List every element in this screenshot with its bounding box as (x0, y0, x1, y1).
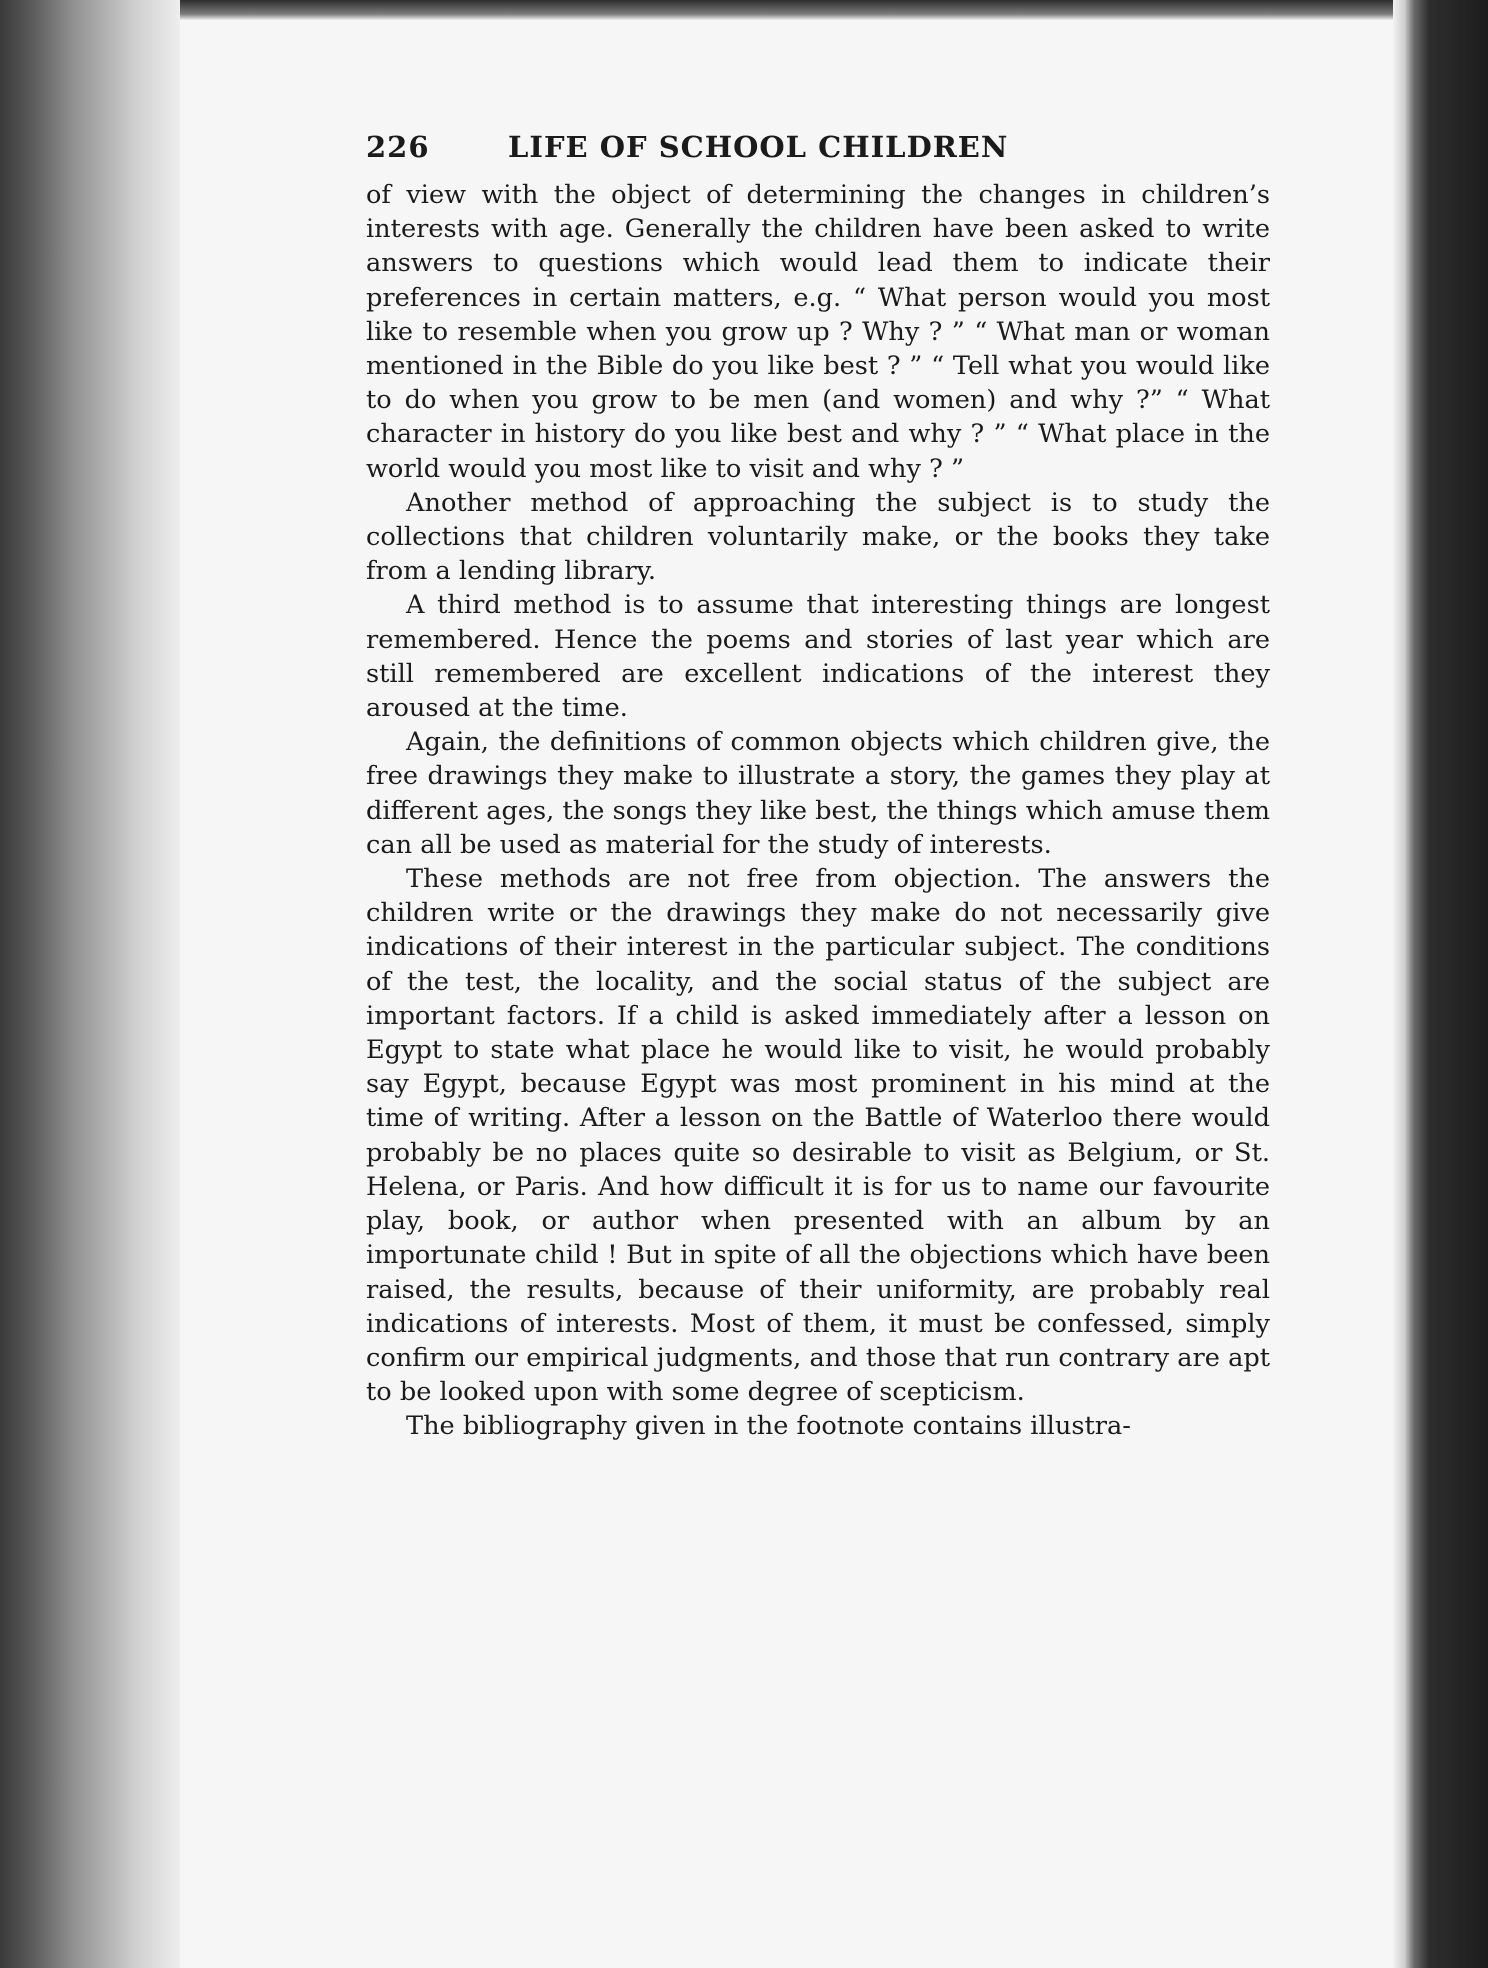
paragraph-4: Again, the definitions of common objects which children give, the free drawings they make to illustrate a story, the games they play at different ages, the songs they like best, the things which amuse them can all be used as material for the study of interests. (366, 727, 1270, 860)
page-title: LIFE OF SCHOOL CHILDREN (508, 130, 1009, 164)
page-stack-left-edge (0, 0, 180, 1968)
text-block (366, 130, 1270, 1444)
running-head (366, 130, 1270, 178)
page-top-shadow (180, 0, 1393, 20)
binding-shadow-right (1393, 0, 1488, 1968)
paragraph-1: of view with the object of determining the changes in children’s interests with age. Generally the children have been asked to write answers to questions which would lead them to indicate their preferences in certain matters, e.g. “ What person would you most like to resemble when you grow up ? Why ? ” “ What man or woman mentioned in the Bible do you like best ? ” “ Tell what you would like to do when you grow to be men (and women) and why ?” “ What character in history do you like best and why ? ” “ What place in the world would you most like to visit and why ? ” (366, 180, 1270, 484)
page-number: 226 (366, 130, 430, 164)
body-text (366, 178, 1270, 1444)
paragraph-3: A third method is to assume that interesting things are longest remembered. Hence the poems and stories of last year which are still remembered are excellent indications of the interest they aroused at the time. (366, 590, 1270, 724)
paragraph-2: Another method of approaching the subject is to study the collections that children voluntarily make, or the books they take from a lending library. (366, 487, 1270, 587)
paragraph-6: The bibliography given in the footnote contains illustra- (406, 1411, 1131, 1442)
paragraph-5: These methods are not free from objection. The answers the children write or the drawings they make do not necessarily give indications of their interest in the particular subject. The conditions of the test, the locality, and the social status of the subject are important factors. If a child is asked immediately after a lesson on Egypt to state what place he would like to visit, he would probably say Egypt, because Egypt was most prominent in his mind at the time of writing. After a lesson on the Battle of Waterloo there would probably be no places quite so desirable to visit as Belgium, or St. Helena, or Paris. And how difficult it is for us to name our favourite play, book, or author when presented with an album by an importunate child ! But in spite of all the objections which have been raised, the results, because of their uniformity, are probably real indications of interests. Most of them, it must be confessed, simply confirm our empirical judgments, and those that run contrary are apt to be looked upon with some degree of scepticism. (366, 864, 1270, 1408)
